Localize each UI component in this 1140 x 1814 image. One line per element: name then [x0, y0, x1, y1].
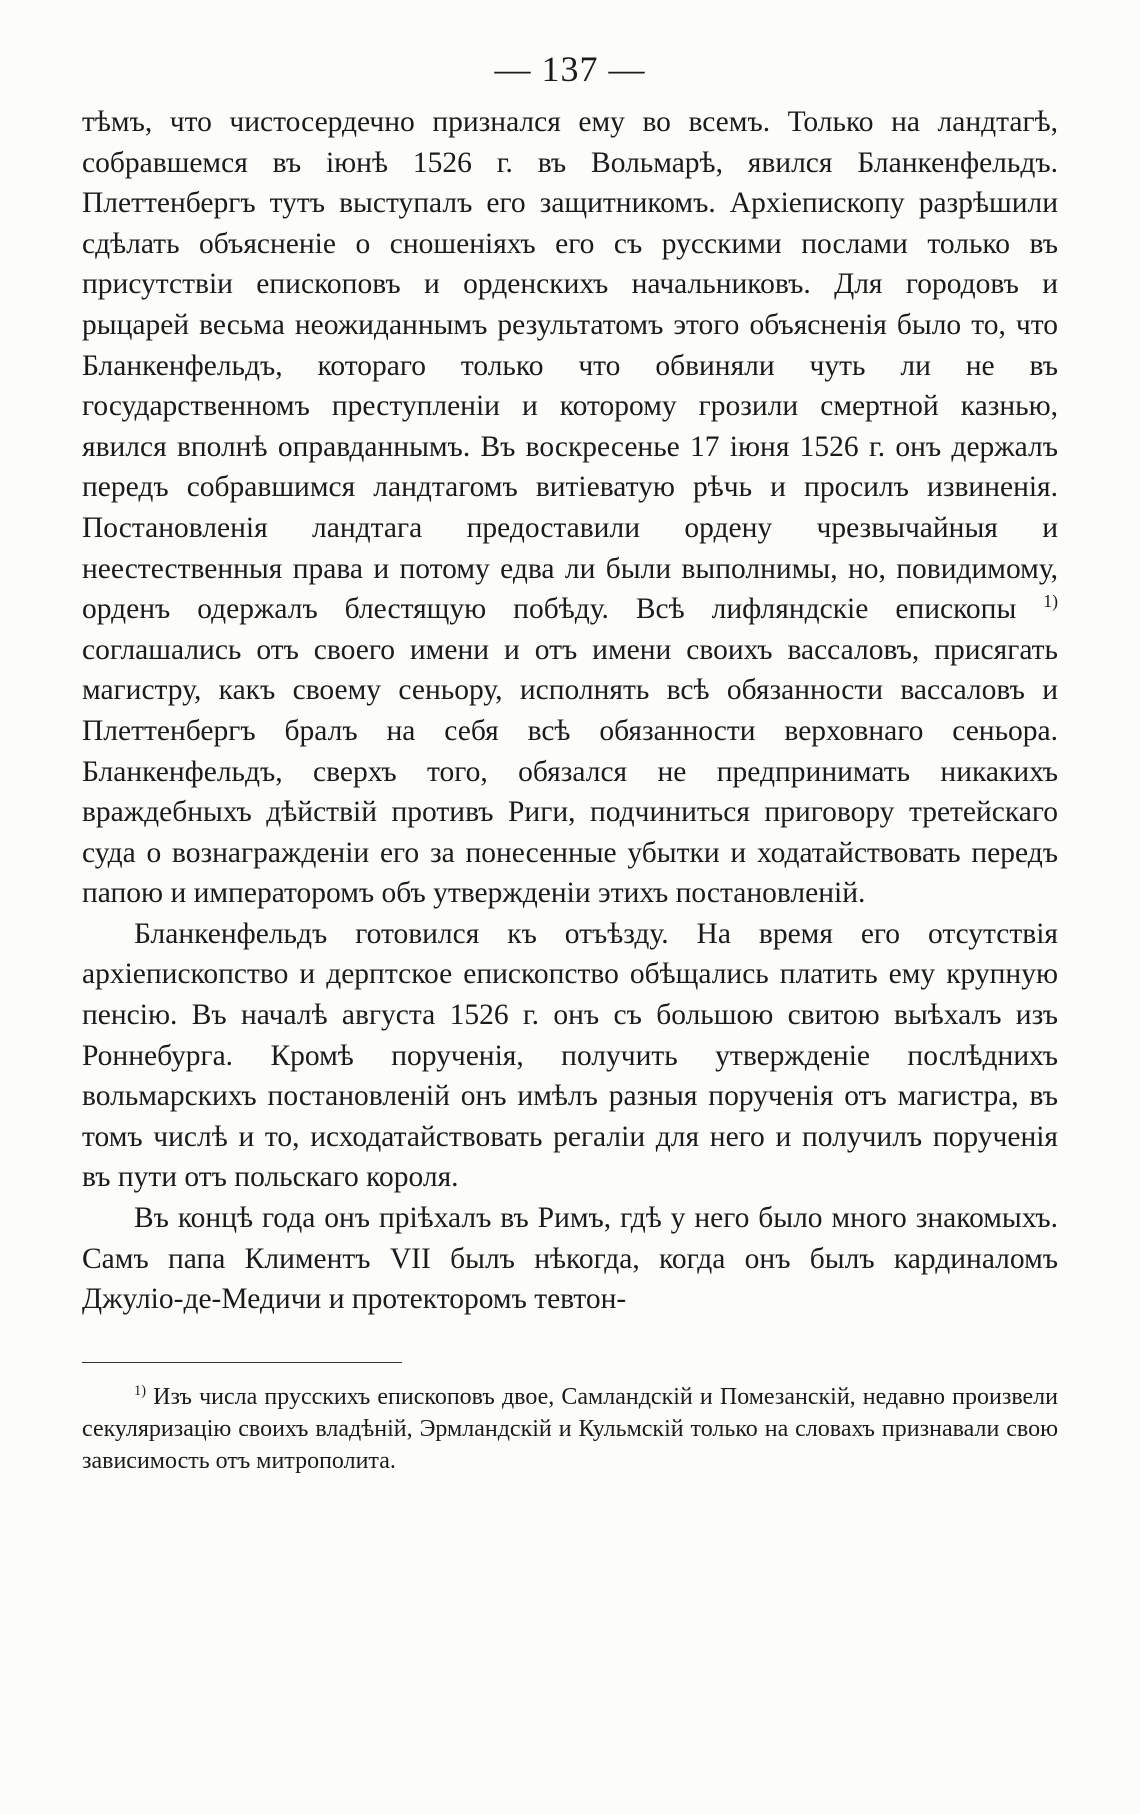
footnote-marker: 1) [134, 1382, 146, 1399]
document-page [82, 40, 1058, 1477]
page-number: — 137 — [494, 49, 646, 89]
footnote-reference: 1) [1043, 591, 1058, 612]
paragraph-1-continuation: соглашались отъ своего имени и отъ имени своихъ вассаловъ, присягать магистру, какъ своему сеньору, исполнять всѣ обязанности вассаловъ и Плеттенбергъ бралъ на себя всѣ обязанности верховнаго сеньора. Бланкенфельдъ, сверхъ того, обязался не предпринимать никакихъ враждебныхъ дѣйствій противъ Риги, подчиниться приговору третейскаго суда о вознагражденіи его за понесенные убытки и ходатайствовать передъ папою и императоромъ объ утвержденіи этихъ постановленій. [82, 633, 1058, 910]
body-text [82, 102, 1058, 1320]
paragraph-1-text: тѣмъ, что чистосердечно признался ему во всемъ. Только на ландтагѣ, собравшемся въ іюнѣ 1526 г. въ Вольмарѣ, явился Бланкенфельдъ. Плеттенбергъ тутъ выступалъ его защитникомъ. Архіепископу разрѣшили сдѣлать объясненіе о сношеніяхъ его съ русскими послами только въ присутствіи епископовъ и орденскихъ начальниковъ. Для городовъ и рыцарей весьма неожиданнымъ результатомъ этого объясненія было то, что Бланкенфельдъ, котораго только что обвиняли чуть ли не въ государственномъ преступленіи и которому грозили смертной казнью, явился вполнѣ оправданнымъ. Въ воскресенье 17 іюня 1526 г. онъ держалъ передъ собравшимся ландтагомъ витіеватую рѣчь и просилъ извиненія. Постановленія ландтага предоставили ордену чрезвычайныя и неестественныя права и потому едва ли были выполнимы, но, повидимому, орденъ одержалъ блестящую побѣду. Всѣ лифляндскіе епископы [82, 106, 1058, 626]
paragraph-3: Въ концѣ года онъ пріѣхалъ въ Римъ, гдѣ у него было много знакомыхъ. Самъ папа Климентъ VII былъ нѣкогда, когда онъ былъ кардиналомъ Джуліо-де-Медичи и протекторомъ тевтон- [82, 1202, 1058, 1316]
footnote-divider [82, 1362, 402, 1363]
footnote [82, 1381, 1058, 1477]
footnote-text: Изъ числа прусскихъ епископовъ двое, Самландскій и Помезанскій, недавно произвели секуляризацію своихъ владѣній, Эрмландскій и Кульмскій только на словахъ признавали свою зависимость отъ митрополита. [82, 1383, 1058, 1474]
paragraph-1 [82, 102, 1058, 914]
paragraph-2: Бланкенфельдъ готовился къ отъѣзду. На время его отсутствія архіепископство и дерптское епископство обѣщались платить ему крупную пенсію. Въ началѣ августа 1526 г. онъ съ большою свитою выѣхалъ изъ Роннебурга. Кромѣ порученія, получить утвержденіе послѣднихъ вольмарскихъ постановленій онъ имѣлъ разныя порученія отъ магистра, въ томъ числѣ и то, исходатайствовать регаліи для него и получилъ порученія въ пути отъ польскаго короля. [82, 917, 1058, 1194]
footnote-paragraph [82, 1381, 1058, 1477]
